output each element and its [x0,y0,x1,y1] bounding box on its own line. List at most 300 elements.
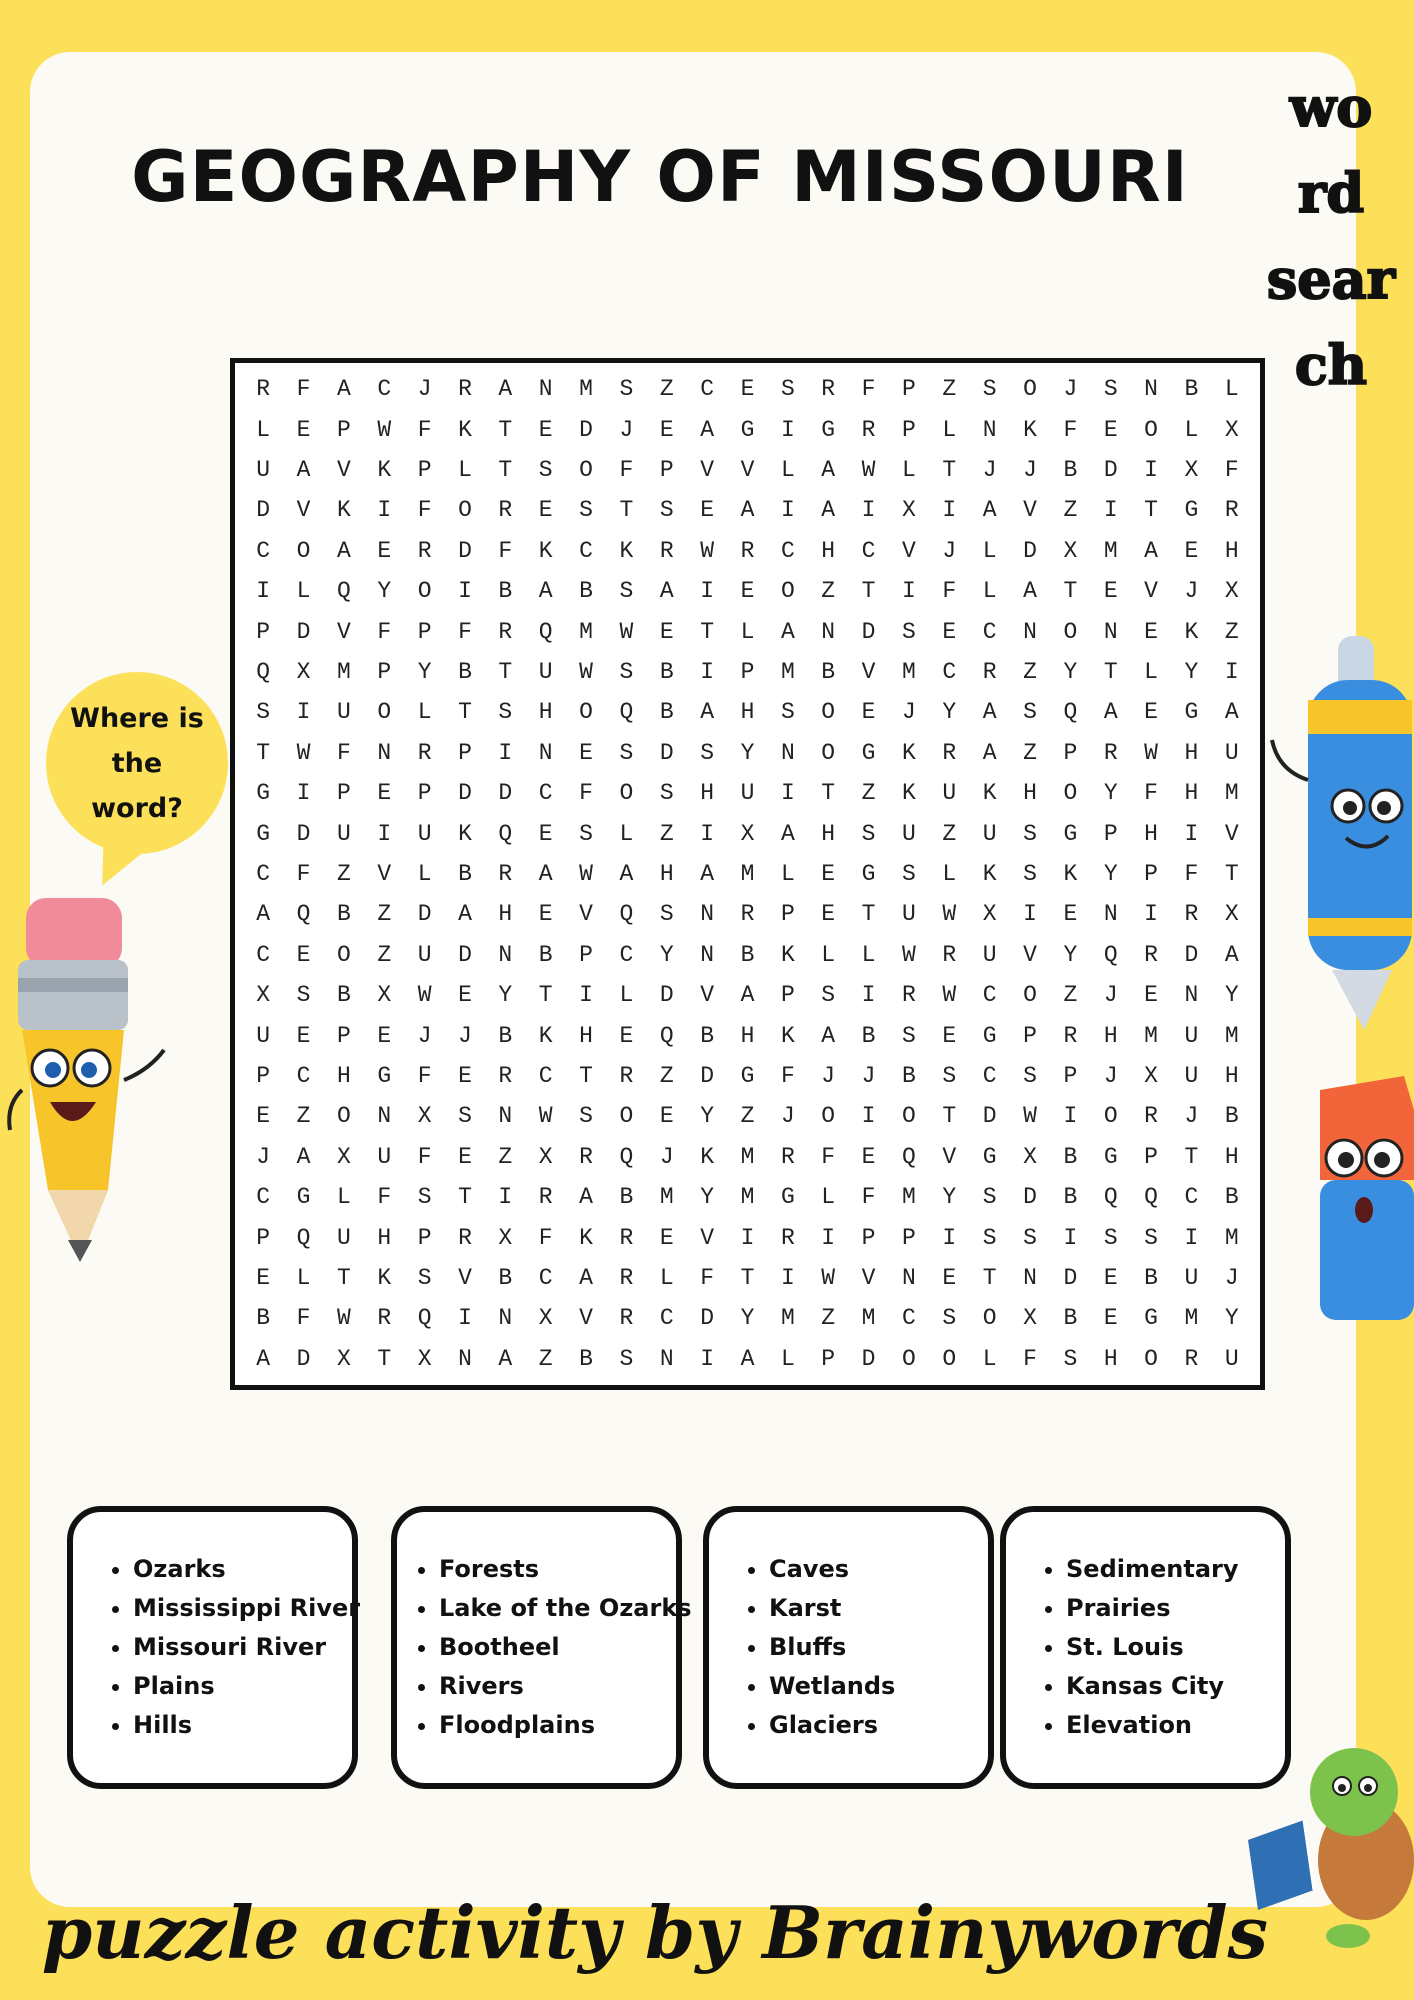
grid-letter: I [902,578,916,605]
grid-letter: J [902,699,916,726]
grid-letter: E [1144,618,1158,645]
grid-letter: O [1063,618,1078,645]
grid-letter: S [942,1305,957,1332]
grid-letter: B [1144,1264,1158,1291]
grid-letter: P [902,376,916,403]
grid-letter: P [740,658,755,685]
grid-letter: V [1224,820,1239,847]
grid-letter: Z [942,820,957,847]
grid-letter: R [1063,1022,1078,1049]
grid-letter: D [1103,456,1118,483]
grid-letter: F [780,1062,795,1089]
grid-letter: I [1103,497,1118,524]
grid-letter: N [1184,982,1199,1009]
grid-letter: K [377,1264,392,1291]
grid-letter: A [619,860,634,887]
grid-letter: T [498,416,513,443]
grid-letter: P [256,618,271,645]
grid-letter: R [498,497,513,524]
grid-letter: Y [1103,780,1118,807]
word-list-box [67,1506,361,1789]
grid-letter: V [336,618,351,645]
grid-letter: Z [659,376,674,403]
grid-letter: S [619,658,634,685]
grid-letter: A [821,497,836,524]
grid-letter: X [336,1345,351,1372]
grid-letter: X [1144,1062,1158,1089]
grid-letter: Q [1103,1184,1118,1211]
grid-letter: U [336,820,351,847]
grid-letter: V [861,1264,876,1291]
page-title: GEOGRAPHY OF MISSOURI [131,136,1189,218]
grid-letter: T [1144,497,1158,524]
grid-letter: R [780,1224,795,1251]
grid-letter: Q [417,1305,432,1332]
grid-letter: N [1023,618,1037,645]
grid-letter: O [942,1345,957,1372]
grid-letter: B [458,658,472,685]
word-list-item: • Glaciers [769,1706,988,1745]
grid-letter: O [902,1103,916,1130]
word-list-item: • Wetlands [769,1667,988,1706]
grid-letter: T [1063,578,1078,605]
grid-letter: X [538,1305,553,1332]
word-list-item: • Missouri River [133,1628,352,1667]
word-list-item: • Mississippi River [133,1589,352,1628]
word-search-tag-line: sear [1266,247,1396,311]
grid-letter: K [1063,860,1078,887]
grid-letter: L [619,820,634,847]
grid-letter: N [538,376,553,403]
grid-letter: D [700,1062,715,1089]
grid-letter: V [700,982,715,1009]
speech-bubble-line: word? [91,792,183,824]
grid-letter: S [1023,860,1037,887]
grid-letter: I [780,497,795,524]
grid-letter: Z [1224,618,1239,645]
pen-character-icon [1268,630,1414,1030]
grid-letter: E [256,1103,271,1130]
grid-letter: O [1144,1345,1158,1372]
grid-letter: P [780,982,795,1009]
grid-letter: W [296,739,311,766]
grid-letter: Z [861,780,876,807]
grid-letter: R [417,537,432,564]
grid-letter: H [740,1022,755,1049]
grid-letter: A [256,1345,271,1372]
grid-letter: H [498,901,513,928]
grid-letter: C [902,1305,916,1332]
grid-letter: F [700,1264,715,1291]
grid-letter: C [1184,1184,1199,1211]
grid-letter: E [700,497,715,524]
grid-letter: H [1144,820,1158,847]
grid-letter: S [1023,820,1037,847]
grid-letter: P [1103,820,1118,847]
grid-letter: F [296,1305,311,1332]
grid-letter: J [1103,1062,1118,1089]
grid-letter: P [336,780,351,807]
speech-bubble-line: Where is [70,702,204,734]
grid-letter: S [417,1264,432,1291]
grid-letter: P [256,1224,271,1251]
grid-letter: K [458,820,472,847]
grid-letter: H [659,860,674,887]
grid-letter: X [1023,1143,1037,1170]
grid-letter: S [619,376,634,403]
grid-letter: Z [377,941,392,968]
grid-letter: T [377,1345,392,1372]
grid-letter: W [942,901,957,928]
grid-letter: E [861,1143,876,1170]
grid-letter: Y [1184,658,1199,685]
grid-letter: S [1063,1345,1078,1372]
grid-letter: M [740,1143,755,1170]
grid-letter: Z [336,860,351,887]
grid-letter: F [1144,780,1158,807]
grid-letter: J [1103,982,1118,1009]
grid-letter: G [861,860,876,887]
grid-letter: X [417,1345,432,1372]
grid-letter: I [942,497,957,524]
grid-letter: U [1224,739,1239,766]
grid-letter: V [861,658,876,685]
grid-letter: F [417,497,432,524]
grid-letter: S [982,376,997,403]
grid-letter: F [336,739,351,766]
grid-letter: C [296,1062,311,1089]
grid-letter: X [982,901,997,928]
grid-letter: U [377,1143,392,1170]
grid-letter: S [1023,1062,1037,1089]
word-list-item: • St. Louis [1066,1628,1285,1667]
grid-letter: A [296,456,311,483]
grid-letter: E [296,941,311,968]
grid-letter: K [780,941,795,968]
grid-letter: J [619,416,634,443]
grid-letter: O [458,497,472,524]
grid-letter: T [942,456,957,483]
grid-letter: M [579,376,593,403]
word-list-item: • Karst [769,1589,988,1628]
grid-letter: Q [256,658,271,685]
grid-letter: Q [296,901,311,928]
grid-letter: H [1224,1062,1239,1089]
grid-letter: G [256,780,271,807]
grid-letter: E [458,1062,472,1089]
grid-letter: G [740,416,755,443]
grid-letter: W [821,1264,836,1291]
grid-letter: Q [498,820,513,847]
grid-letter: O [780,578,795,605]
grid-letter: A [740,1345,755,1372]
grid-letter: U [417,941,432,968]
grid-letter: D [1184,941,1199,968]
grid-letter: V [700,1224,715,1251]
grid-letter: E [659,618,674,645]
grid-letter: L [1144,658,1158,685]
grid-letter: P [1144,860,1158,887]
grid-letter: B [1063,1143,1078,1170]
grid-letter: C [538,1062,553,1089]
grid-letter: P [256,1062,271,1089]
grid-letter: N [659,1345,674,1372]
grid-letter: Z [821,1305,836,1332]
grid-letter: A [821,456,836,483]
grid-letter: I [458,1305,472,1332]
grid-letter: D [982,1103,997,1130]
grid-letter: X [1184,456,1199,483]
grid-letter: F [619,456,634,483]
grid-letter: S [942,1062,957,1089]
grid-letter: O [619,780,634,807]
grid-letter: S [1023,699,1037,726]
grid-letter: B [700,1022,715,1049]
grid-letter: E [659,416,674,443]
grid-letter: J [942,537,957,564]
grid-letter: L [458,456,472,483]
speech-bubble [46,672,228,854]
grid-letter: F [538,1224,553,1251]
grid-letter: L [821,941,836,968]
grid-letter: W [1023,1103,1037,1130]
grid-letter: B [579,578,593,605]
grid-letter: V [579,1305,593,1332]
grid-letter: P [659,456,674,483]
grid-letter: I [821,1224,836,1251]
grid-letter: M [1224,780,1239,807]
grid-letter: E [1144,982,1158,1009]
grid-letter: Z [1023,739,1037,766]
grid-letter: N [902,1264,916,1291]
grid-letter: A [780,820,795,847]
grid-letter: T [1103,658,1118,685]
grid-letter: V [296,497,311,524]
grid-letter: Z [740,1103,755,1130]
grid-letter: J [659,1143,674,1170]
grid-letter: T [458,1184,472,1211]
word-list-item: • Floodplains [439,1706,676,1745]
grid-letter: M [780,658,795,685]
grid-letter: L [982,537,997,564]
grid-letter: C [619,941,634,968]
grid-letter: S [458,1103,472,1130]
grid-letter: J [821,1062,836,1089]
grid-letter: D [296,1345,311,1372]
grid-letter: B [1063,1184,1078,1211]
grid-letter: W [861,456,876,483]
grid-letter: U [336,699,351,726]
grid-letter: M [1224,1224,1239,1251]
grid-letter: X [740,820,755,847]
grid-letter: T [1184,1143,1199,1170]
grid-letter: Q [902,1143,916,1170]
grid-letter: F [1224,456,1239,483]
grid-letter: K [1184,618,1199,645]
grid-letter: K [336,497,351,524]
grid-letter: D [498,780,513,807]
grid-letter: I [498,1184,513,1211]
grid-letter: K [377,456,392,483]
grid-letter: E [377,1022,392,1049]
grid-letter: H [538,699,553,726]
grid-letter: R [619,1305,634,1332]
grid-letter: I [700,578,715,605]
grid-letter: O [579,699,593,726]
grid-letter: C [982,982,997,1009]
grid-letter: Z [498,1143,513,1170]
grid-letter: E [458,982,472,1009]
grid-letter: D [659,739,674,766]
grid-letter: P [336,1022,351,1049]
grid-letter: C [700,376,715,403]
grid-letter: H [1103,1345,1118,1372]
grid-letter: E [1103,1264,1118,1291]
grid-letter: X [538,1143,553,1170]
grid-letter: S [579,1103,593,1130]
grid-letter: P [417,618,432,645]
grid-letter: E [1144,699,1158,726]
grid-letter: B [336,982,351,1009]
grid-letter: O [821,739,836,766]
grid-letter: J [417,1022,432,1049]
grid-letter: T [861,578,876,605]
grid-letter: B [619,1184,634,1211]
grid-letter: E [619,1022,634,1049]
word-search-tag-line: ch [1294,333,1368,397]
grid-letter: R [458,376,472,403]
grid-letter: C [256,941,271,968]
grid-letter: L [619,982,634,1009]
grid-letter: O [296,537,311,564]
grid-letter: B [256,1305,271,1332]
grid-letter: U [942,780,957,807]
grid-letter: Z [538,1345,553,1372]
grid-letter: R [821,376,836,403]
grid-letter: X [417,1103,432,1130]
grid-letter: Y [700,1184,715,1211]
grid-letter: E [458,1143,472,1170]
grid-letter: T [579,1062,593,1089]
grid-letter: A [740,497,755,524]
grid-letter: P [1144,1143,1158,1170]
grid-letter: R [377,1305,392,1332]
grid-letter: E [821,860,836,887]
grid-letter: U [982,820,997,847]
grid-letter: N [498,1103,513,1130]
grid-letter: K [458,416,472,443]
grid-letter: Y [417,658,432,685]
grid-letter: V [1023,941,1037,968]
grid-letter: D [256,497,271,524]
grid-letter: D [861,618,876,645]
grid-letter: B [1224,1103,1239,1130]
grid-letter: R [861,416,876,443]
grid-letter: H [377,1224,392,1251]
grid-letter: A [659,578,674,605]
grid-letter: U [1224,1345,1239,1372]
grid-letter: A [780,618,795,645]
grid-letter: W [902,941,916,968]
grid-letter: S [821,982,836,1009]
letter-grid-frame [230,358,1265,1390]
grid-letter: C [861,537,876,564]
grid-letter: L [417,860,432,887]
grid-letter: A [700,416,715,443]
grid-letter: R [498,618,513,645]
grid-letter: J [1184,1103,1199,1130]
grid-letter: I [1063,1224,1078,1251]
grid-letter: L [256,416,271,443]
grid-letter: P [821,1345,836,1372]
grid-letter: C [579,537,593,564]
grid-letter: V [458,1264,472,1291]
grid-letter: A [700,699,715,726]
grid-letter: Q [1063,699,1078,726]
grid-letter: R [579,1143,593,1170]
grid-letter: P [902,416,916,443]
grid-letter: X [1224,416,1239,443]
grid-letter: A [538,578,553,605]
grid-letter: C [982,1062,997,1089]
grid-letter: V [579,901,593,928]
grid-letter: G [1184,497,1199,524]
grid-letter: I [861,982,876,1009]
grid-letter: G [821,416,836,443]
grid-letter: X [1224,578,1239,605]
grid-letter: R [982,658,997,685]
grid-letter: N [458,1345,472,1372]
word-list-box [1000,1506,1291,1789]
grid-letter: S [498,699,513,726]
grid-letter: K [538,1022,553,1049]
grid-letter: Y [1063,658,1078,685]
grid-letter: A [336,376,351,403]
grid-letter: A [982,739,997,766]
grid-letter: Q [1144,1184,1158,1211]
grid-letter: Y [659,941,674,968]
word-search-tag-line: rd [1297,161,1365,225]
grid-letter: C [780,537,795,564]
grid-letter: N [982,416,997,443]
grid-letter: X [377,982,392,1009]
grid-letter: I [700,820,715,847]
grid-letter: C [538,780,553,807]
grid-letter: N [377,739,392,766]
grid-letter: T [821,780,836,807]
grid-letter: A [740,982,755,1009]
grid-letter: Q [296,1224,311,1251]
grid-letter: R [458,1224,472,1251]
grid-letter: H [1184,780,1199,807]
grid-letter: Z [659,820,674,847]
grid-letter: J [1224,1264,1239,1291]
grid-letter: Z [377,901,392,928]
grid-letter: H [1224,537,1239,564]
grid-letter: G [256,820,271,847]
grid-letter: H [821,820,836,847]
grid-letter: P [417,456,432,483]
grid-letter: A [1224,699,1239,726]
grid-letter: I [700,1345,715,1372]
grid-letter: C [659,1305,674,1332]
grid-letter: G [1103,1143,1118,1170]
grid-letter: E [659,1224,674,1251]
grid-letter: J [256,1143,271,1170]
grid-letter: E [942,1264,957,1291]
grid-letter: U [982,941,997,968]
grid-letter: U [256,1022,271,1049]
